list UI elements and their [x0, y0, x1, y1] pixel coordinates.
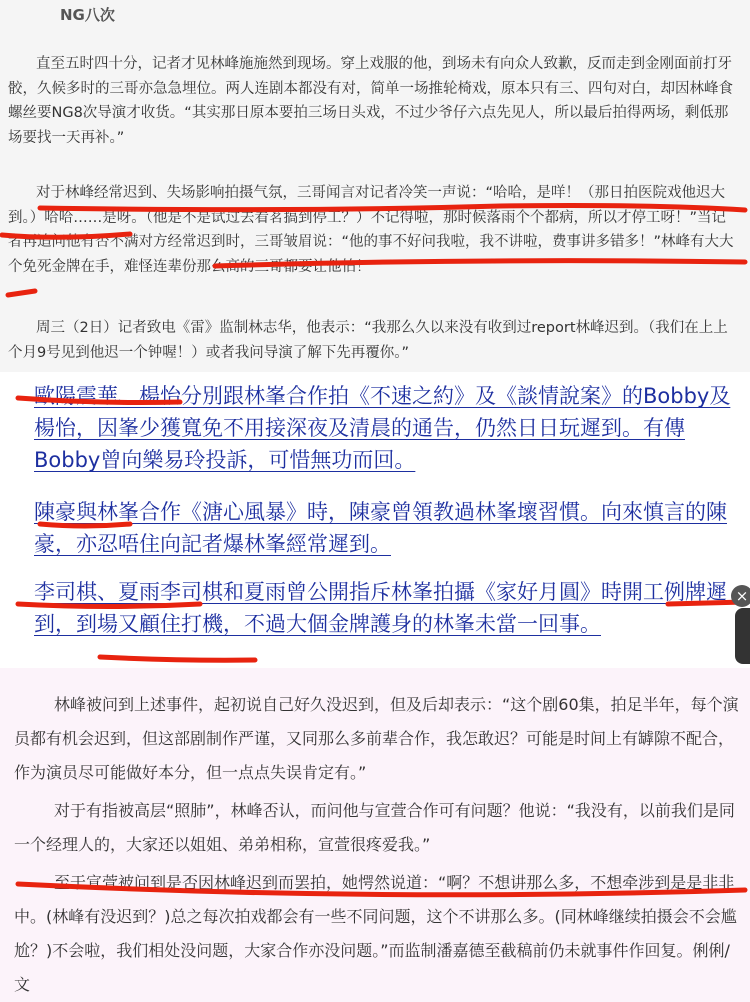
paragraph-bobby-yang: 歐陽震華、楊怡分別跟林峯合作拍《不速之約》及《談情說案》的Bobby及楊怡，因峯少獲寬免不用接深夜及清晨的通告，仍然日日玩遲到。有傳Bobby曾向樂易玲投訴，可惜無功而回。: [34, 384, 731, 472]
section-title: NG八次: [60, 6, 115, 24]
paragraph-arrival: 直至五时四十分，记者才见林峰施施然到现场。穿上戏服的他，到场未有向众人致歉，反而走到金刚面前打牙骹，久候多时的三哥亦急急埋位。两人连剧本都没有对，简单一场推轮椅戏，原本只有三、四句对白，却因林峰食螺丝要NG8次导演才收货。“其实那日原本要拍三场日头戏，不过少爷仔六点先见人，所以最后拍得两场，剩低那场要找一天再补。”: [8, 56, 733, 146]
paragraph-third-brother: 对于林峰经常迟到、失场影响拍摄气氛，三哥闻言对记者冷笑一声说：“哈哈，是咩！（那日拍医院戏他迟大到。）哈哈……是呀。（他是不是试过去看茗搞到停工？）不记得啦，那时候落雨个个都病，所以才停工呀！”当记者再追问他有否不满对方经常迟到时，三哥皱眉说：“他的事不好问我啦，我不讲啦，费事讲多错多！”林峰有大大个免死金牌在手，难怪连辈份那么高的三哥都要让他怕！: [8, 185, 734, 275]
paragraph-lin-feng-denial: 对于有指被高层“照肺”，林峰否认，而问他与宣萱合作可有问题？他说：“我没有，以前我们是同一个经理人的，大家还以姐姐、弟弟相称，宣萱很疼爱我。”: [14, 801, 735, 854]
close-icon[interactable]: ×: [731, 585, 750, 607]
article-section-colleagues: [0, 372, 750, 668]
paragraph-producer: 周三（2日）记者致电《雷》监制林志华，他表示：“我那么久以来没有收到过report林峰迟到。（我们在上上个月9号见到他迟一个钟喔！）或者我问导演了解下先再覆你。”: [8, 320, 728, 361]
paragraph-lee-ha: 李司棋、夏雨李司棋和夏雨曾公開指斥林峯拍攝《家好月圓》時開工例牌遲到，到場又顧住打機，不過大個金牌護身的林峯未當一回事。: [34, 580, 727, 636]
article-section-response: [0, 668, 750, 1002]
paragraph-xuan-xuan: 至于宣萱被问到是否因林峰迟到而罢拍，她愕然说道：“啊？不想讲那么多，不想牵涉到是是非非中。(林峰有没迟到？)总之每次拍戏都会有一些不同问题，这个不讲那么多。(同林峰继续拍摄会不会尴尬？)不会啦，我们相处没问题，大家合作亦没问题。”而监制潘嘉德至截稿前仍未就事件作回复。俐俐/文: [14, 873, 737, 994]
side-panel-tab[interactable]: [735, 608, 750, 664]
paragraph-lin-feng-response: 林峰被问到上述事件，起初说自己好久没迟到，但及后却表示：“这个剧60集，拍足半年，每个演员都有机会迟到，但这部剧制作严谨，又同那么多前辈合作，我怎敢迟？可能是时间上有罅隙不配合，作为演员尽可能做好本分，但一点点失误肯定有。”: [14, 695, 739, 782]
article-section-original: [0, 0, 750, 372]
paragraph-chen-hao: 陳豪與林峯合作《溏心風暴》時，陳豪曾領教過林峯壞習慣。向來慎言的陳豪，亦忍唔住向記者爆林峯經常遲到。: [34, 500, 727, 556]
